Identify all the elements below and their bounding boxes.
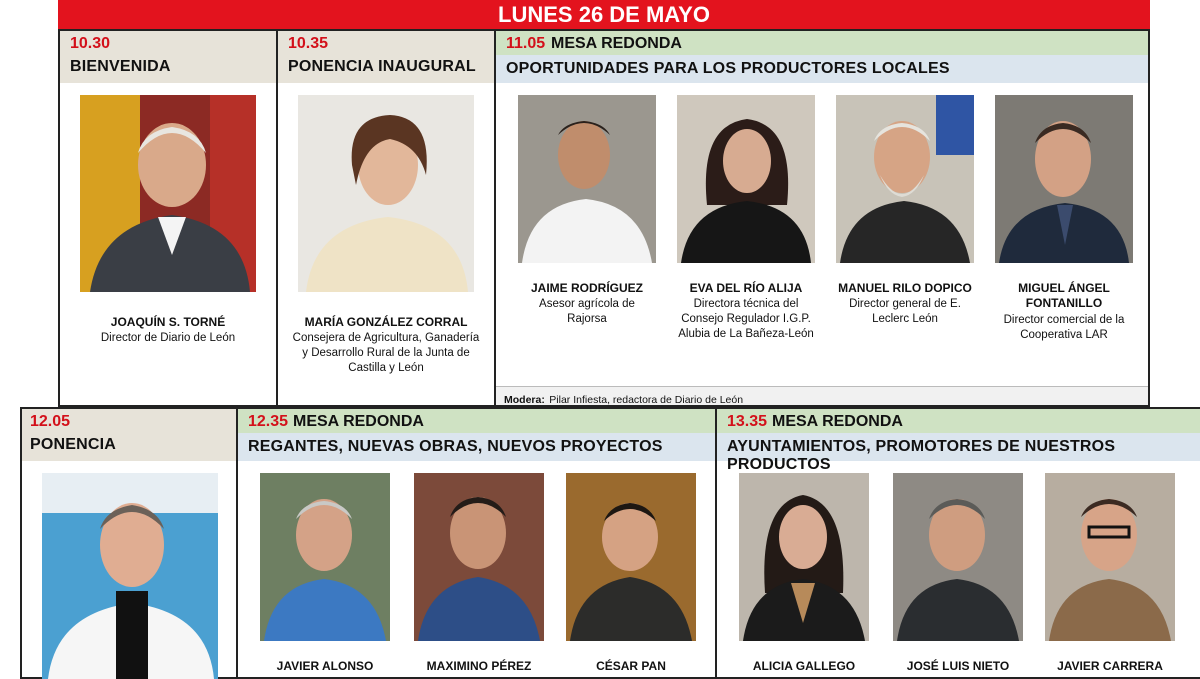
speaker-role: Director general de E. Leclerc León [849,298,961,325]
speaker-photo [1045,473,1175,641]
date-header [58,0,1150,29]
speaker-photo [836,95,974,263]
time-label: 10.30 [70,35,111,52]
speaker-name: JOAQUÍN S. TORNÉ [110,315,226,329]
speaker-role: Director comercial de la Cooperativa LAR [1003,314,1125,341]
block-header [60,31,276,83]
time-label: 12.35 [248,413,289,430]
speaker-name: MANUEL RILO DOPICO [838,281,972,295]
speaker-photo [298,95,474,292]
block-bienvenida [58,29,278,407]
speaker-photo [518,95,656,263]
session-type: MESA REDONDA [293,413,424,430]
speaker-name: JAVIER ALONSO [276,659,374,673]
speaker-name: CÉSAR PAN [596,659,666,673]
speaker-photo [80,95,256,292]
time-label: 12.05 [30,413,71,430]
moderator-text: Pilar Infiesta, redactora de Diario de León [549,394,744,406]
block-header-top [717,409,1200,433]
block-title: BIENVENIDA [70,58,171,75]
block-title: PONENCIA [30,436,117,453]
block-ponencia-inaugural [276,29,496,407]
speaker-photo [739,473,869,641]
speaker-name: JAVIER CARRERA [1057,659,1163,673]
time-label: 11.05 [506,35,546,52]
speaker-name: JOSÉ LUIS NIETO [906,659,1010,673]
block-mesa-productores [494,29,1150,407]
speaker-photo [414,473,544,641]
block-header-top [496,31,1148,55]
block-header-top [238,409,715,433]
speaker-name: MAXIMINO PÉREZ [426,659,532,673]
speaker-role: Directora técnica del Consejo Regulador I.G.P. Alubia de La Bañeza-León [678,298,814,340]
block-title: OPORTUNIDADES PARA LOS PRODUCTORES LOCALES [506,60,950,77]
speaker-photo [42,473,218,679]
moderator-label: Modera: [504,394,545,406]
block-mesa-regantes [236,407,717,679]
speaker-photo [566,473,696,641]
speaker-name: ALICIA GALLEGO [752,659,856,673]
block-title: AYUNTAMIENTOS, PROMOTORES DE NUESTROS PRODUCTOS [727,438,1116,473]
block-title: PONENCIA INAUGURAL [288,58,476,75]
block-header-bottom [238,433,715,461]
speaker-name: MIGUEL ÁNGEL FONTANILLO [1018,281,1110,310]
time-label: 10.35 [288,35,329,52]
speaker-name: JAIME RODRÍGUEZ [530,281,643,295]
speaker-photo [995,95,1133,263]
block-header [22,409,236,461]
block-ponencia [20,407,238,679]
speaker-name: MARÍA GONZÁLEZ CORRAL [304,315,468,329]
date-header-text: LUNES 26 DE MAYO [498,2,710,27]
block-title: REGANTES, NUEVAS OBRAS, NUEVOS PROYECTOS [248,438,663,455]
speaker-role: Asesor agrícola de Rajorsa [539,298,635,325]
block-header [278,31,494,83]
speaker-photo [260,473,390,641]
speaker-role: Director de Diario de León [100,332,236,344]
block-header-bottom [717,433,1200,473]
time-label: 13.35 [727,413,768,430]
moderator-line [496,386,1148,405]
session-type: MESA REDONDA [772,413,903,430]
speaker-photo [677,95,815,263]
speaker-name: EVA DEL RÍO ALIJA [689,281,803,295]
block-header-bottom [496,55,1148,83]
speaker-role: Consejera de Agricultura, Ganadería y Desarrollo Rural de la Junta de Castilla y León [292,332,480,374]
speaker-photo [893,473,1023,641]
block-mesa-ayuntamientos [715,407,1200,679]
session-type: MESA REDONDA [551,35,682,52]
